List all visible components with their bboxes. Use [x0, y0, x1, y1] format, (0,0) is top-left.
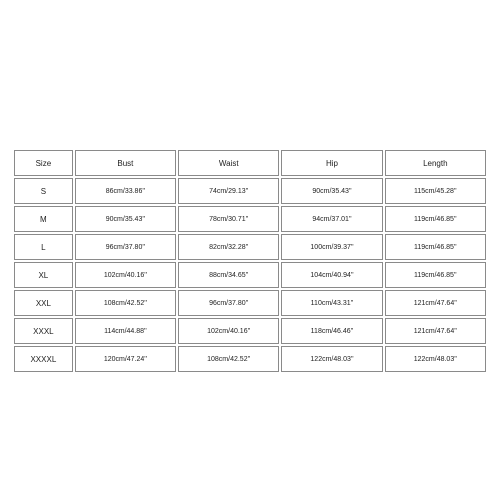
length-cell: 121cm/47.64'' — [385, 318, 486, 344]
bust-cell: 102cm/40.16'' — [75, 262, 176, 288]
size-cell: XL — [14, 262, 73, 288]
header-waist: Waist — [178, 150, 279, 176]
hip-cell: 100cm/39.37'' — [281, 234, 382, 260]
hip-cell: 94cm/37.01'' — [281, 206, 382, 232]
waist-cell: 96cm/37.80'' — [178, 290, 279, 316]
header-size: Size — [14, 150, 73, 176]
table-row — [14, 234, 486, 260]
length-cell: 119cm/46.85'' — [385, 234, 486, 260]
size-cell: XXL — [14, 290, 73, 316]
bust-cell: 90cm/35.43'' — [75, 206, 176, 232]
size-cell: L — [14, 234, 73, 260]
size-cell: S — [14, 178, 73, 204]
table-row — [14, 318, 486, 344]
waist-cell: 102cm/40.16'' — [178, 318, 279, 344]
length-cell: 119cm/46.85'' — [385, 262, 486, 288]
length-cell: 122cm/48.03'' — [385, 346, 486, 372]
hip-cell: 122cm/48.03'' — [281, 346, 382, 372]
bust-cell: 108cm/42.52'' — [75, 290, 176, 316]
waist-cell: 108cm/42.52'' — [178, 346, 279, 372]
waist-cell: 74cm/29.13'' — [178, 178, 279, 204]
size-chart-table — [12, 148, 488, 374]
waist-cell: 88cm/34.65'' — [178, 262, 279, 288]
header-bust: Bust — [75, 150, 176, 176]
bust-cell: 120cm/47.24'' — [75, 346, 176, 372]
size-cell: XXXL — [14, 318, 73, 344]
header-length: Length — [385, 150, 486, 176]
table-row — [14, 290, 486, 316]
waist-cell: 78cm/30.71'' — [178, 206, 279, 232]
waist-cell: 82cm/32.28'' — [178, 234, 279, 260]
hip-cell: 118cm/46.46'' — [281, 318, 382, 344]
bust-cell: 114cm/44.88'' — [75, 318, 176, 344]
header-row — [14, 150, 486, 176]
length-cell: 115cm/45.28'' — [385, 178, 486, 204]
table-row — [14, 206, 486, 232]
hip-cell: 90cm/35.43'' — [281, 178, 382, 204]
length-cell: 119cm/46.85'' — [385, 206, 486, 232]
size-cell: M — [14, 206, 73, 232]
bust-cell: 86cm/33.86'' — [75, 178, 176, 204]
hip-cell: 110cm/43.31'' — [281, 290, 382, 316]
header-hip: Hip — [281, 150, 382, 176]
table-row — [14, 262, 486, 288]
size-cell: XXXXL — [14, 346, 73, 372]
hip-cell: 104cm/40.94'' — [281, 262, 382, 288]
table-row — [14, 346, 486, 372]
table-row — [14, 178, 486, 204]
bust-cell: 96cm/37.80'' — [75, 234, 176, 260]
length-cell: 121cm/47.64'' — [385, 290, 486, 316]
